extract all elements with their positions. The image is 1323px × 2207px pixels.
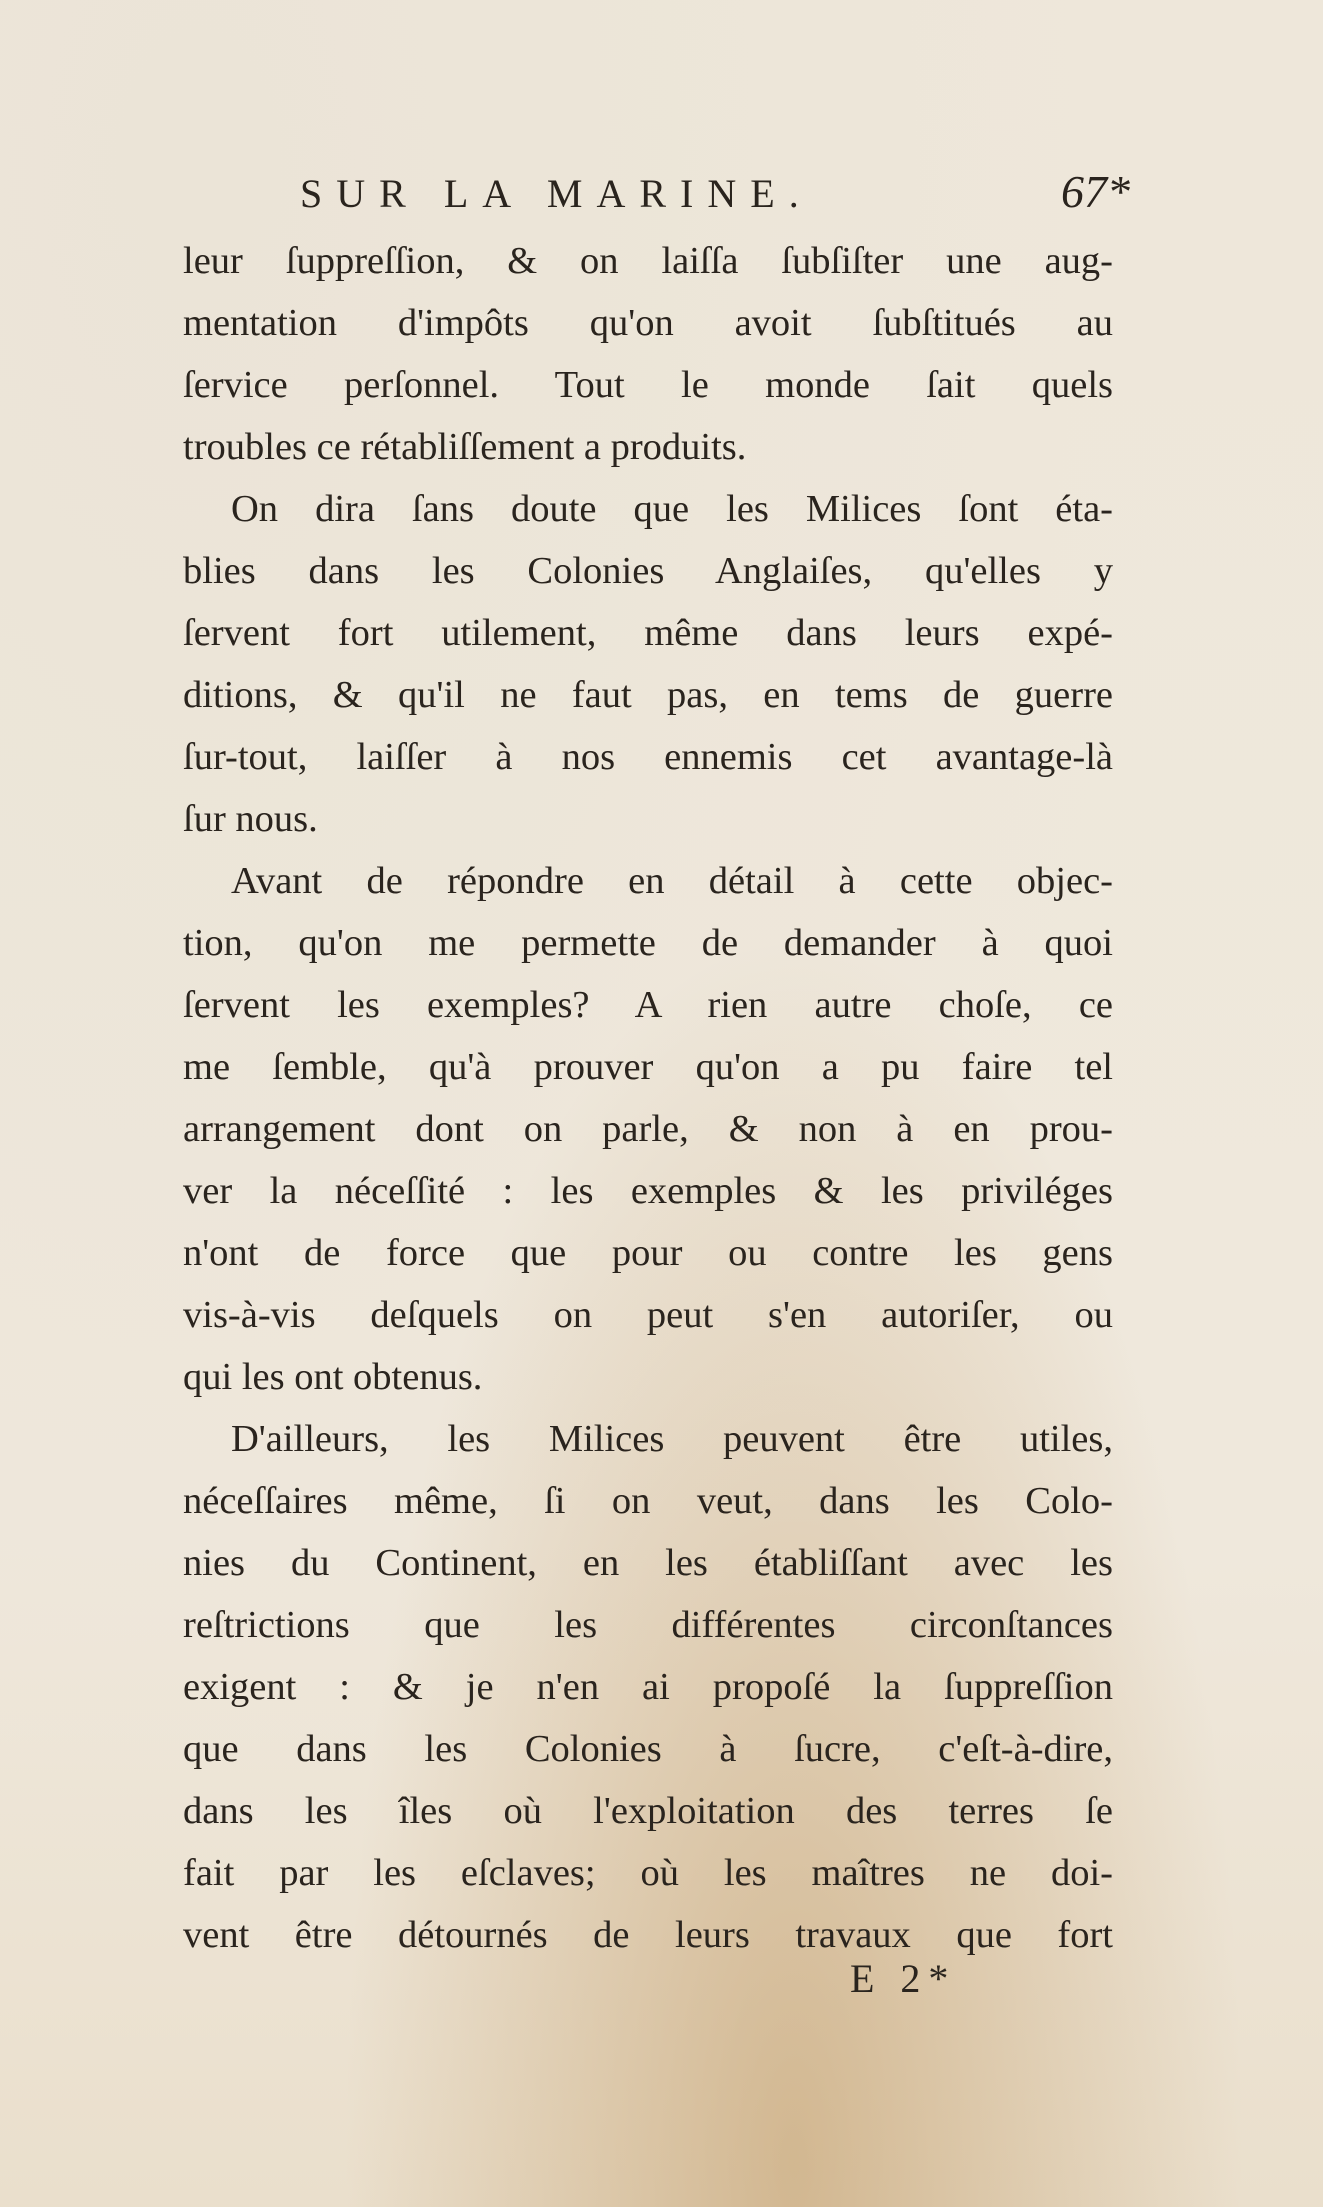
page-header (300, 165, 1130, 225)
text-line: n'ont de force que pour ou contre les gens (183, 1232, 1113, 1274)
text-line: Avant de répondre en détail à cette objec- (231, 860, 1113, 902)
text-line: tion, qu'on me permette de demander à quoi (183, 922, 1113, 964)
text-line: reſtrictions que les différentes circonſtances (183, 1604, 1113, 1646)
text-line: troubles ce rétabliſſement a produits. (183, 426, 747, 468)
text-line: leur ſuppreſſion, & on laiſſa ſubſiſter une aug- (183, 240, 1113, 282)
text-line: que dans les Colonies à ſucre, c'eſt-à-dire, (183, 1728, 1113, 1770)
running-head: SUR LA MARINE. (300, 171, 813, 216)
text-line: ver la néceſſité : les exemples & les priviléges (183, 1170, 1113, 1212)
text-line: ditions, & qu'il ne faut pas, en tems de guerre (183, 674, 1113, 716)
body-text (183, 230, 1113, 1966)
text-line: fait par les eſclaves; où les maîtres ne doi- (183, 1852, 1113, 1894)
page-number: 67* (1061, 166, 1130, 217)
signature-mark: E 2* (850, 1956, 957, 2001)
text-line: ſur-tout, laiſſer à nos ennemis cet avantage-là (183, 736, 1113, 778)
text-line: néceſſaires même, ſi on veut, dans les Colo- (183, 1480, 1113, 1522)
text-line: On dira ſans doute que les Milices ſont éta- (231, 488, 1113, 530)
text-line: mentation d'impôts qu'on avoit ſubſtitués au (183, 302, 1113, 344)
text-line: arrangement dont on parle, & non à en prou- (183, 1108, 1113, 1150)
text-line: vis-à-vis deſquels on peut s'en autoriſer, ou (183, 1294, 1113, 1336)
text-line: vent être détournés de leurs travaux que fort (183, 1914, 1113, 1956)
text-line: me ſemble, qu'à prouver qu'on a pu faire tel (183, 1046, 1113, 1088)
text-line: ſur nous. (183, 798, 318, 840)
text-line: ſervice perſonnel. Tout le monde ſait quels (183, 364, 1113, 406)
text-line: nies du Continent, en les établiſſant avec les (183, 1542, 1113, 1584)
text-line: exigent : & je n'en ai propoſé la ſuppreſſion (183, 1666, 1113, 1708)
text-line: ſervent fort utilement, même dans leurs expé- (183, 612, 1113, 654)
text-line: ſervent les exemples? A rien autre choſe, ce (183, 984, 1113, 1026)
text-line: dans les îles où l'exploitation des terres ſe (183, 1790, 1113, 1832)
text-line: qui les ont obtenus. (183, 1356, 483, 1398)
text-line: blies dans les Colonies Anglaiſes, qu'elles y (183, 550, 1113, 592)
text-line: D'ailleurs, les Milices peuvent être utiles, (231, 1418, 1113, 1460)
